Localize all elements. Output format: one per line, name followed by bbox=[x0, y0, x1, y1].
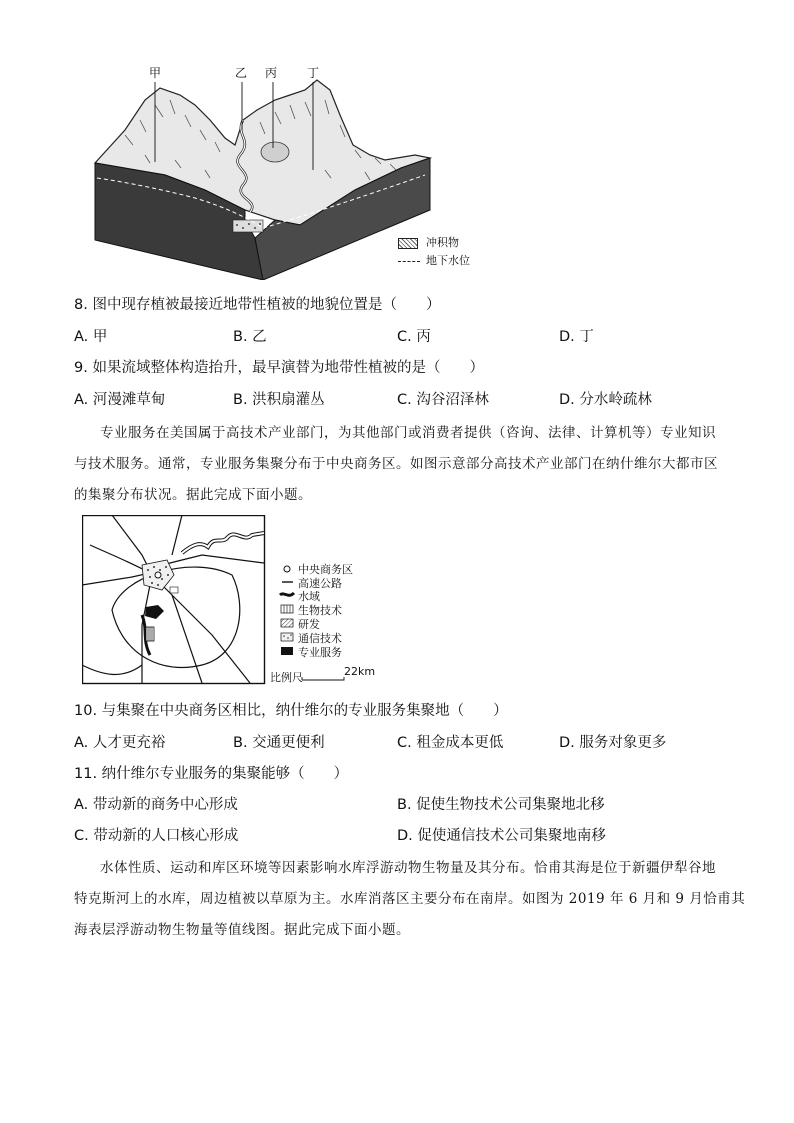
q8-option-b[interactable]: B. 乙 bbox=[233, 329, 267, 345]
label-yi: 乙 bbox=[235, 66, 248, 80]
legend-cbd: 中央商务区 bbox=[298, 563, 353, 576]
q9-option-b[interactable]: B. 洪积扇灌丛 bbox=[233, 392, 325, 408]
q9-option-d[interactable]: D. 分水岭疏林 bbox=[559, 392, 652, 408]
legend-water-table: 地下水位 bbox=[426, 254, 470, 267]
q8-option-c[interactable]: C. 丙 bbox=[397, 329, 431, 345]
passage2-line-2: 特克斯河上的水库，周边植被以草原为主。水库消落区主要分布在南岸。如图为 2019 年 6 月和 9 月恰甫其 bbox=[74, 891, 746, 907]
question-8-stem: 8. 图中现存植被最接近地带性植被的地貌位置是（ ） bbox=[74, 297, 441, 313]
q11-option-d[interactable]: D. 促使通信技术公司集聚地南移 bbox=[397, 828, 606, 844]
nashville-map-figure bbox=[82, 515, 376, 685]
q11-option-a[interactable]: A. 带动新的商务中心形成 bbox=[74, 797, 238, 813]
q11-option-b[interactable]: B. 促使生物技术公司集聚地北移 bbox=[397, 797, 605, 813]
question-10-stem: 10. 与集聚在中央商务区相比，纳什维尔的专业服务集聚地（ ） bbox=[74, 703, 508, 719]
legend-deposit: 冲积物 bbox=[426, 236, 459, 249]
deposit-swatch bbox=[398, 238, 418, 249]
q10-option-b[interactable]: B. 交通更便利 bbox=[233, 735, 325, 751]
passage2-line-3: 海表层浮游动物生物量等值线图。据此完成下面小题。 bbox=[74, 922, 410, 938]
scale-value: 22km bbox=[344, 665, 376, 678]
passage1-line-2: 与技术服务。通常，专业服务集聚分布于中央商务区。如图示意部分高技术产业部门在纳什维尔大都市区 bbox=[74, 456, 718, 472]
q8-option-a[interactable]: A. 甲 bbox=[74, 329, 108, 345]
label-ding: 丁 bbox=[307, 66, 320, 80]
legend-professional-services: 专业服务 bbox=[298, 646, 342, 659]
q10-option-d[interactable]: D. 服务对象更多 bbox=[559, 735, 667, 751]
passage-reservoir-zooplankton bbox=[74, 853, 746, 945]
water-table-swatch bbox=[398, 261, 420, 262]
legend-biotech: 生物技术 bbox=[298, 604, 342, 617]
q10-option-c[interactable]: C. 租金成本更低 bbox=[397, 735, 504, 751]
legend-water: 水域 bbox=[298, 590, 320, 603]
q9-option-c[interactable]: C. 沟谷沼泽林 bbox=[397, 392, 489, 408]
passage1-line-1: 专业服务在美国属于高技术产业部门，为其他部门或消费者提供（咨询、法律、计算机等）专业知识 bbox=[100, 425, 716, 441]
passage1-line-3: 的集聚分布状况。据此完成下面小题。 bbox=[74, 487, 312, 503]
passage-professional-services bbox=[74, 418, 734, 510]
legend-telecom: 通信技术 bbox=[298, 632, 342, 645]
passage2-line-1: 水体性质、运动和库区环境等因素影响水库浮游动物生物量及其分布。恰甫其海是位于新疆伊犁谷地 bbox=[100, 860, 716, 876]
legend-rnd: 研发 bbox=[298, 618, 320, 631]
valley-legend bbox=[398, 234, 498, 270]
q10-option-a[interactable]: A. 人才更充裕 bbox=[74, 735, 166, 751]
question-11-stem: 11. 纳什维尔专业服务的集聚能够（ ） bbox=[74, 766, 349, 782]
label-jia: 甲 bbox=[149, 66, 162, 80]
scale-label: 比例尺 bbox=[270, 671, 303, 684]
q9-option-a[interactable]: A. 河漫滩草甸 bbox=[74, 392, 166, 408]
question-9-stem: 9. 如果流域整体构造抬升，最早演替为地带性植被的是（ ） bbox=[74, 360, 484, 376]
q11-option-c[interactable]: C. 带动新的人口核心形成 bbox=[74, 828, 239, 844]
q8-option-d[interactable]: D. 丁 bbox=[559, 329, 594, 345]
legend-highway: 高速公路 bbox=[298, 577, 342, 590]
label-bing: 丙 bbox=[265, 66, 278, 80]
